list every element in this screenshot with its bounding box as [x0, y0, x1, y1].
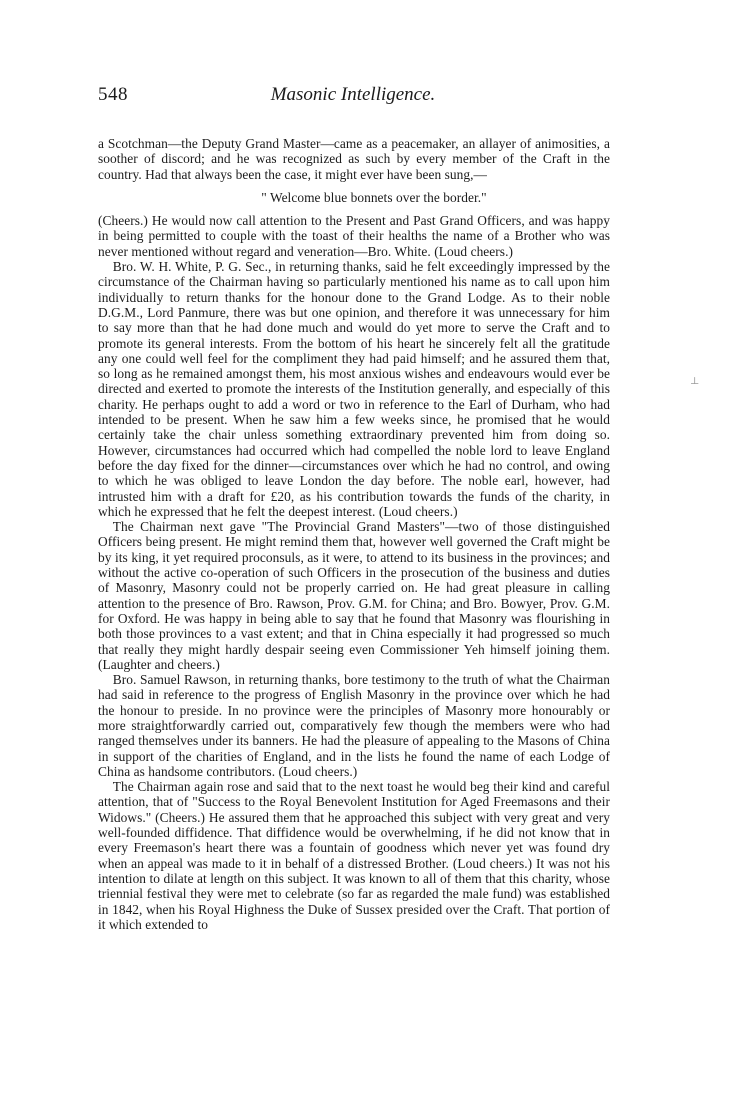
- paragraph-provincial-toast: The Chairman next gave "The Provincial Grand Masters"—two of those distinguished Officers being present. He might remind them that, however well governed the Craft might be by its king, it yet required proconsuls, as it were, to attend to its business in the provinces; and without the active co-operation of such Officers in the prosecution of the business and duties of Masonry, Masonry could not be properly carried on. He had great pleasure in calling attention to the presence of Bro. Rawson, Prov. G.M. for China; and Bro. Bowyer, Prov. G.M. for Oxford. He was happy in being able to say that he found that Masonry was flourishing in both those provinces to a vast extent; and that in China especially it had progressed so much that really they might hardly despair seeing even Commissioner Yeh himself joining them. (Laughter and cheers.): [98, 519, 610, 672]
- article-body: [98, 136, 610, 932]
- verse-quotation: " Welcome blue bonnets over the border.": [261, 189, 487, 205]
- page-header: [98, 84, 608, 114]
- page-number: 548: [98, 84, 128, 105]
- margin-mark: ⊥: [690, 376, 700, 387]
- paragraph-continued: a Scotchman—the Deputy Grand Master—came as a peacemaker, an allayer of animosities, a soother of discord; and he was recognized as such by every member of the Craft in the country. Had that always been the case, it might ever have been sung,—: [98, 136, 610, 182]
- paragraph-benevolent-toast: The Chairman again rose and said that to the next toast he would beg their kind and careful attention, that of "Success to the Royal Benevolent Institution for Aged Freemasons and their Widows." (Cheers.) He assured them that he approached this subject with very great and very well-founded diffidence. That diffidence would be overwhelming, if he did not know that in every Freemason's heart there was a fountain of goodness which never yet was found dry when an appeal was made to it in behalf of a distressed Brother. (Loud cheers.) It was not his intention to dilate at length on this subject. It was known to all of them that this charity, whose triennial festival they were met to celebrate (so far as regarded the male fund) was established in 1842, when his Royal Highness the Duke of Sussex presided over the Craft. That portion of it which extended to: [98, 779, 610, 932]
- paragraph-grand-officers-toast: (Cheers.) He would now call attention to the Present and Past Grand Officers, and was happy in being permitted to couple with the toast of their healths the name of a Brother who was never mentioned without regard and veneration—Bro. White. (Loud cheers.): [98, 213, 610, 259]
- running-head: Masonic Intelligence.: [270, 84, 436, 105]
- paragraph-rawson-reply: Bro. Samuel Rawson, in returning thanks, bore testimony to the truth of what the Chairman had said in reference to the progress of English Masonry in the province over which he had the honour to preside. In no province were the principles of Masonry more honourably or more straightforwardly carried out, comparatively few though the members were who had ranged themselves under its banners. He had the pleasure of appealing to the Masons of China in support of the charities of England, and in the lists he found the name of each Lodge of China as handsome contributors. (Loud cheers.): [98, 672, 610, 779]
- paragraph-white-reply: Bro. W. H. White, P. G. Sec., in returning thanks, said he felt exceedingly impressed by the circumstance of the Chairman having so particularly mentioned his name as to call upon him individually to return thanks for the honour done to the Grand Lodge. As to their noble D.G.M., Lord Panmure, there was but one opinion, and therefore it was unnecessary for him to say more than that he had done much and would do yet more to serve the Craft and to promote its general interests. From the bottom of his heart he sincerely felt all the gratitude any one could well feel for the compliment they had paid himself; and he assured them that, so long as he remained amongst them, his most anxious wishes and endeavours would ever be directed and exerted to promote the interests of the Institution generally, and especially of this charity. He perhaps ought to add a word or two in reference to the Earl of Durham, who had intended to be present. When he saw him a few weeks since, he promised that he would certainly take the chair unless something extraordinary prevented him from doing so. However, circumstances had occurred which had compelled the noble lord to leave England before the day fixed for the dinner—circumstances over which he had no control, and owing to which he was obliged to leave London the day before. The noble earl, however, had intrusted him with a draft for £20, as his contribution towards the funds of the charity, in which he expressed that he felt the deepest interest. (Loud cheers.): [98, 259, 610, 519]
